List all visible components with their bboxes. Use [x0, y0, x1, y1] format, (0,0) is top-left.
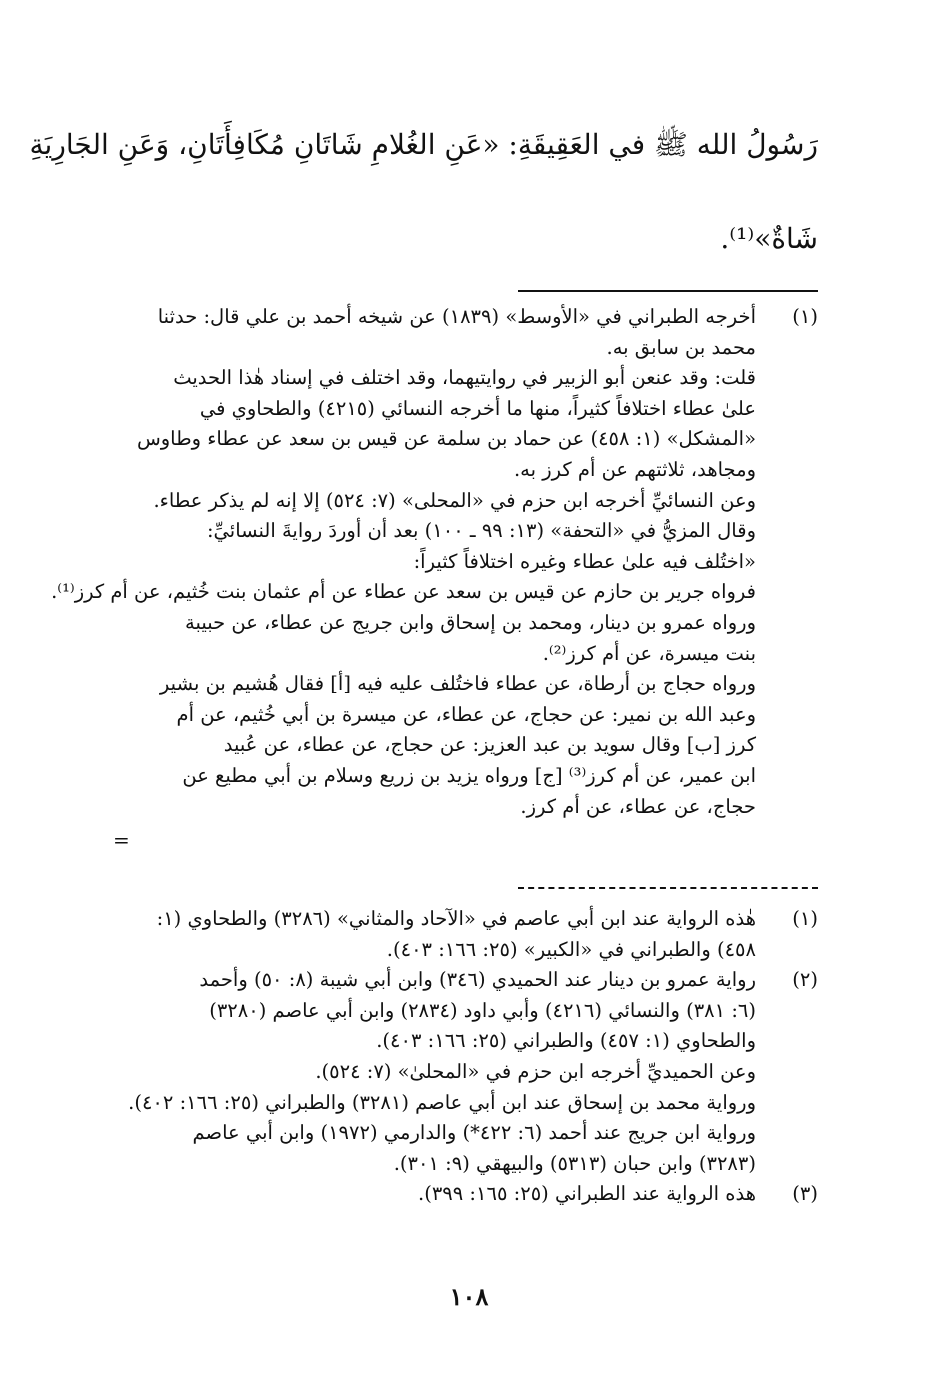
footnote-line: وعن الحميديِّ أخرجه ابن حزم في «المحلىٰ» (٧: ٥٢٤). [315, 1059, 756, 1083]
footnote-number: (١) [792, 305, 818, 328]
footnote-line: ورواية ابن جريج عند أحمد (٦: ٤٢٢*) والدارمي (١٩٧٢) وابن أبي عاصم [192, 1121, 756, 1145]
footnote-line: فرواه جرير بن حازم عن قيس بن سعد عن عطاء عن أم عثمان بنت خُثيم، عن أم كرز⁽¹⁾. [51, 580, 756, 604]
footnote-line: علىٰ عطاء اختلافاً كثيراً، منها ما أخرجه النسائي (٤٢١٥) والطحاوي في [199, 396, 756, 420]
footnotes-lower [118, 904, 818, 1210]
footnote-line: ورواية محمد بن إسحاق عند ابن أبي عاصم (٣٢٨١) والطبراني (٢٥: ١٦٦: ٤٠٢). [128, 1090, 756, 1114]
footnote-line: (١)هٰذه الرواية عند ابن أبي عاصم في «الآحاد والمثاني» (٣٢٨٦) والطحاوي (١: [118, 904, 818, 935]
footnote-line: بنت ميسرة، عن أم كرز⁽²⁾. [542, 641, 756, 665]
footnote-separator-dashed [518, 887, 818, 889]
footnote-line: ومجاهد، ثلاثتهم عن أم كرز به. [513, 457, 756, 481]
footnote-line: (١)أخرجه الطبراني في «الأوسط» (١٨٣٩) عن شيخه أحمد بن علي قال: حدثنا [118, 302, 818, 333]
footnote-line: والطحاوي (١: ٤٥٧) والطبراني (٢٥: ١٦٦: ٤٠٣). [376, 1029, 756, 1053]
footnote-line: «اختُلف فيه علىٰ عطاء وغيره اختلافاً كثيراً: [413, 549, 756, 573]
footnote-line: كرز [ب] وقال سويد بن عبد العزيز: عن حجاج، عن عطاء، عن عُبيد [223, 733, 756, 757]
footnote-number: (٢) [792, 968, 818, 992]
footnote-line: محمد بن سابق به. [606, 335, 756, 359]
footnote-line: حجاج، عن عطاء، عن أم كرز. [520, 794, 756, 818]
footnote-line: وقال المزيُّ في «التحفة» (١٣: ٩٩ ـ ١٠٠) بعد أن أوردَ روايةَ النسائيِّ: [206, 519, 756, 543]
footnote-line: وعن النسائيِّ أخرجه ابن حزم في «المحلى» (٧: ٥٢٤) إلا إنه لم يذكر عطاء. [153, 488, 756, 512]
footnote-number: (١) [792, 907, 818, 930]
main-text-line: رَسُولُ الله ﷺ في العَقِيقَةِ: «عَنِ الغُلامِ شَاتَانِ مُكَافِأَتَانِ، وَعَنِ الجَارِيَةِ [29, 128, 818, 161]
footnote-line: قلت: وقد عنعن أبو الزبير في روايتيهما، وقد اختلف في إسناد هٰذا الحديث [173, 366, 756, 390]
footnotes-upper [51, 302, 818, 822]
page-number: ١٠٨ [449, 1282, 489, 1311]
footnote-line: ٤٥٨) والطبراني في «الكبير» (٢٥: ١٦٦: ٤٠٣). [386, 937, 756, 961]
footnote-line: ورواه عمرو بن دينار، ومحمد بن إسحاق وابن جريج عن عطاء، عن حبيبة [184, 610, 756, 634]
footnote-line: «المشكل» (١: ٤٥٨) عن حماد بن سلمة عن قيس بن سعد عن عطاء وطاوس [136, 427, 756, 451]
footnote-line: (٣٢٨٣) وابن حبان (٥٣١٣) والبيهقي (٩: ٣٠١). [393, 1151, 756, 1175]
footnote-line: وعبد الله بن نمير: عن حجاج، عن عطاء، عن ميسرة بن أبي خُثيم، عن أم [176, 702, 756, 726]
footnote-separator [518, 290, 818, 292]
footnote-line: (٣)هذه الرواية عند الطبراني (٢٥: ١٦٥: ٣٩٩). [118, 1179, 818, 1210]
footnote-line: ورواه حجاج بن أرطاة، عن عطاء فاختُلف عليه فيه [أ] فقال هُشيم بن بشير [159, 672, 756, 696]
footnote-line: (٦: ٣٨١) والنسائي (٤٢١٦) وأبي داود (٢٨٣٤) وابن أبي عاصم (٣٢٨٠) [209, 998, 756, 1022]
main-text-line: شَاةٌ»⁽¹⁾. [720, 222, 818, 255]
footnote-line: (٢)رواية عمرو بن دينار عند الحميدي (٣٤٦) وابن أبي شيبة (٨: ٥٠) وأحمد [118, 965, 818, 996]
footnote-number: (٣) [792, 1182, 818, 1206]
continuation-mark: = [113, 828, 130, 852]
footnote-line: ابن عمير، عن أم كرز⁽³⁾ [ج] ورواه يزيد بن زريع وسلام بن أبي مطيع عن [182, 763, 756, 787]
